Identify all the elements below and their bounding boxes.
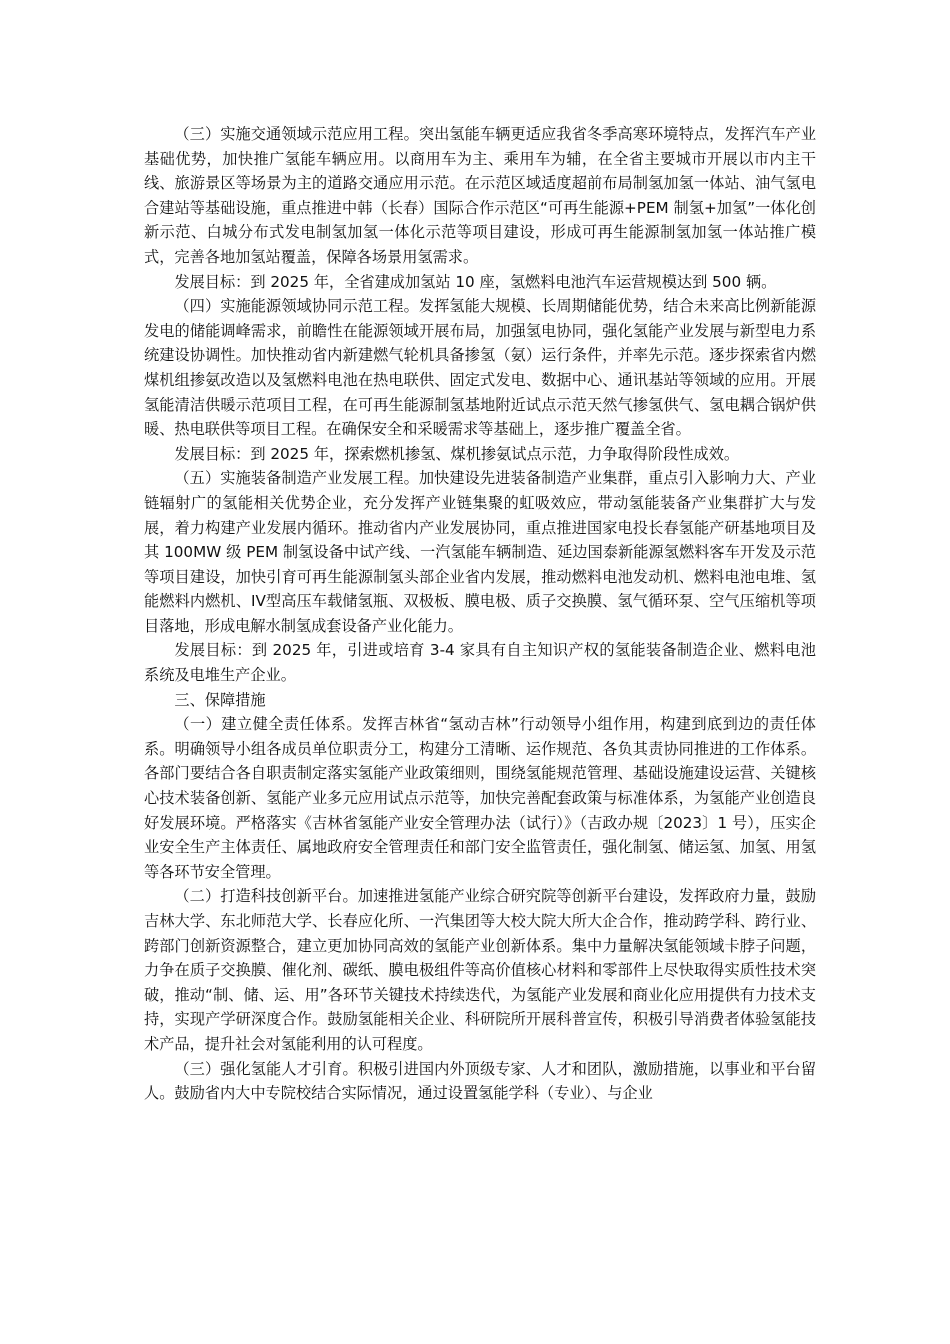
paragraph-responsibility-system: （一）建立健全责任体系。发挥吉林省“氢动吉林”行动领导小组作用，构建到底到边的责任体系。明确领导小组各成员单位职责分工，构建分工清晰、运作规范、各负其责协同推进的工作体系。各部门要结合各自职责制定落实氢能产业政策细则，围绕氢能规范管理、基础设施建设运营、关键核心技术装备创新、氢能产业多元应用试点示范等，加快完善配套政策与标准体系，为氢能产业创造良好发展环境。严格落实《吉林省氢能产业安全管理办法（试行）》（吉政办规〔2023〕1 号），压实企业安全生产主体责任、属地政府安全管理责任和部门安全监管责任，强化制氢、储运氢、加氢、用氢等各环节安全管理。 [144,715,816,881]
paragraph-talent-cultivation: （三）强化氢能人才引育。积极引进国内外顶级专家、人才和团队，激励措施，以事业和平台留人。鼓励省内大中专院校结合实际情况，通过设置氢能学科（专业）、与企业 [144,1059,816,1103]
paragraph-equipment-manufacturing: （五）实施装备制造产业发展工程。加快建设先进装备制造产业集群，重点引入影响力大、产业链辐射广的氢能相关优势企业，充分发挥产业链集聚的虹吸效应，带动氢能装备产业集群扩大与发展，着力构建产业发展内循环。推动省内产业发展协同，重点推进国家电投长春氢能产研基地项目及其 100MW 级 PEM 制氢设备中试产线、一汽氢能车辆制造、延边国泰新能源氢燃料客车开发及示范等项目建设，加快引育可再生能源制氢头部企业省内发展，推动燃料电池发动机、燃料电池电堆、氢能燃料内燃机、IV型高压车载储氢瓶、双极板、膜电极、质子交换膜、氢气循环泵、空气压缩机等项目落地，形成电解水制氢成套设备产业化能力。 [144,469,816,635]
section-heading-safeguards: 三、保障措施 [174,690,266,709]
paragraph-energy-demo: （四）实施能源领域协同示范工程。发挥氢能大规模、长周期储能优势，结合未来高比例新能源发电的储能调峰需求，前瞻性在能源领域开展布局，加强氢电协同，强化氢能产业发展与新型电力系统建设协调性。加快推动省内新建燃气轮机具备掺氢（氨）运行条件，并率先示范。逐步探索省内燃煤机组掺氨改造以及氢燃料电池在热电联供、固定式发电、数据中心、通讯基站等领域的应用。开展氢能清洁供暖示范项目工程，在可再生能源制氢基地附近试点示范天然气掺氢供气、氢电耦合锅炉供暖、热电联供等项目工程。在确保安全和采暖需求等基础上，逐步推广覆盖全省。 [144,297,816,439]
paragraph-equipment-goal: 发展目标：到 2025 年，引进或培育 3-4 家具有自主知识产权的氢能装备制造企业、燃料电池系统及电堆生产企业。 [144,641,816,685]
paragraph-transport-demo: （三）实施交通领域示范应用工程。突出氢能车辆更适应我省冬季高寒环境特点，发挥汽车产业基础优势，加快推广氢能车辆应用。以商用车为主、乘用车为辅，在全省主要城市开展以市内主干线、旅游景区等场景为主的道路交通应用示范。在示范区域适度超前布局制氢加氢一体站、油气氢电合建站等基础设施，重点推进中韩（长春）国际合作示范区“可再生能源+PEM 制氢+加氢”一体化创新示范、白城分布式发电制氢加氢一体化示范等项目建设，形成可再生能源制氢加氢一体站推广模式，完善各地加氢站覆盖，保障各场景用氢需求。 [144,125,816,266]
paragraph-energy-goal: 发展目标：到 2025 年，探索燃机掺氢、煤机掺氨试点示范，力争取得阶段性成效。 [174,444,740,463]
paragraph-transport-goal: 发展目标：到 2025 年，全省建成加氢站 10 座，氢燃料电池汽车运营规模达到 500 辆。 [174,272,777,291]
document-body [144,122,816,1106]
paragraph-innovation-platform: （二）打造科技创新平台。加速推进氢能产业综合研究院等创新平台建设，发挥政府力量，鼓励吉林大学、东北师范大学、长春应化所、一汽集团等大校大院大所大企合作，推动跨学科、跨行业、跨部门创新资源整合，建立更加协同高效的氢能产业创新体系。集中力量解决氢能领域卡脖子问题，力争在质子交换膜、催化剂、碳纸、膜电极组件等高价值核心材料和零部件上尽快取得实质性技术突破，推动“制、储、运、用”各环节关键技术持续迭代，为氢能产业发展和商业化应用提供有力技术支持，实现产学研深度合作。鼓励氢能相关企业、科研院所开展科普宣传，积极引导消费者体验氢能技术产品，提升社会对氢能利用的认可程度。 [144,887,816,1053]
